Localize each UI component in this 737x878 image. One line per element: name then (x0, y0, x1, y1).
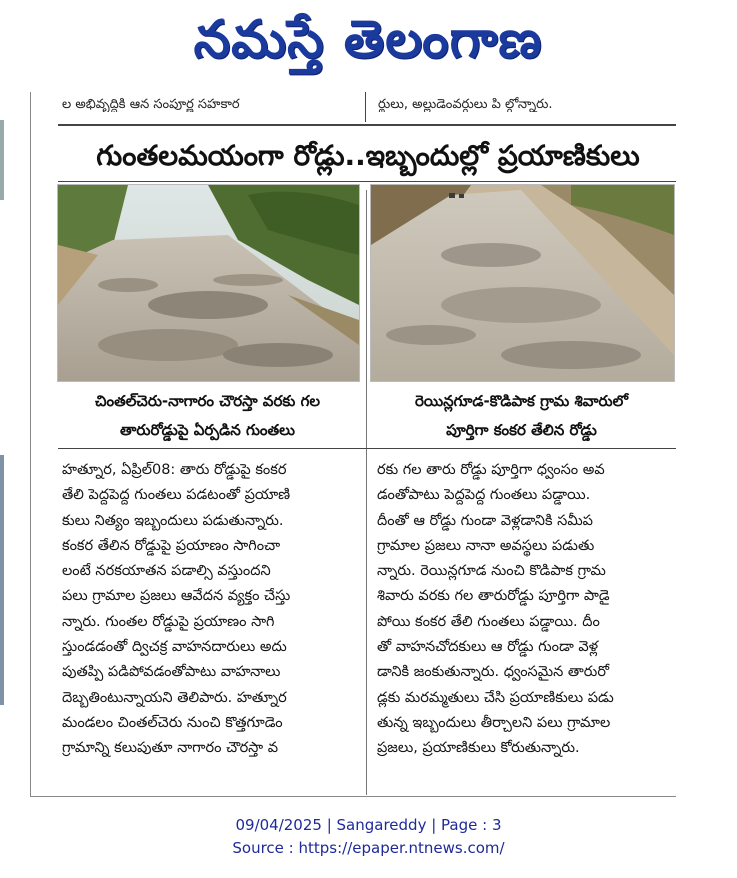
body-line: తున్న ఇబ్బందులు తీర్చాలని పలు గ్రామాల (377, 714, 611, 731)
body-line: తో వాహనచోదకులు ఆ రోడ్డు గుండా వెళ్ల (377, 639, 599, 656)
column-divider-upper (365, 92, 366, 122)
headline-rule (58, 181, 676, 182)
masthead (0, 0, 737, 92)
body-line: పలు గ్రామాల ప్రజలు ఆవేదన వ్యక్తం చేస్తు (62, 588, 291, 605)
column-divider (366, 190, 367, 795)
body-line: గ్రామాల ప్రజలు నానా అవస్థలు పడుతు (377, 537, 595, 554)
photo-damaged-road-right (370, 184, 675, 382)
bottom-rule (30, 796, 676, 797)
body-line: న్నారు. రెయిన్లగూడ నుంచి కొడిపాక గ్రామ (377, 563, 606, 580)
body-line: న్నారు. గుంతల రోడ్డుపై ప్రయాణం సాగి (62, 613, 275, 630)
photo-damaged-road-left (57, 184, 360, 382)
body-line: దీంతో ఆ రోడ్డు గుండా వెళ్లడానికి సమీప (377, 512, 593, 529)
caption-line: చింతల్‌చెరు-నాగారం చౌరస్తా వరకు గల (95, 392, 320, 410)
article-body-right (377, 458, 675, 762)
footer-source: Source : https://epaper.ntnews.com/ (232, 839, 505, 857)
article-headline: గుంతలమయంగా రోడ్లు..ఇబ్బందుల్లో ప్రయాణికులు (96, 139, 640, 172)
body-line: ప్రజలు, ప్రయాణికులు కోరుతున్నారు. (377, 740, 580, 757)
road-photo-illustration-right (371, 185, 674, 381)
body-line: కులు నిత్యం ఇబ్బందులు పడుతున్నారు. (62, 512, 284, 529)
article-body-left (62, 458, 362, 762)
body-line: మండలం చింతల్‌చెరు నుంచి కొత్తగూడెం (62, 714, 283, 731)
body-line: పుతప్పి పడిపోవడంతోపాటు వాహనాలు (62, 664, 281, 681)
adjacent-page-edge (0, 455, 4, 705)
caption-line: పూర్తిగా కంకర తేలిన రోడ్డు (446, 421, 597, 439)
body-line: దెబ్బతింటున్నాయని తెలిపారు. హత్నూర (62, 689, 287, 706)
body-line: స్తుండడంతో ద్విచక్ర వాహనదారులు అదు (62, 639, 287, 656)
body-line: రకు గల తారు రోడ్డు పూర్తిగా ధ్వంసం అవ (377, 462, 605, 478)
caption-right (370, 389, 673, 443)
body-line: పోయి కంకర తేలి గుంతలు పడ్డాయి. దీం (377, 613, 600, 630)
caption-line: రెయిన్లగూడ-కొడిపాక గ్రామ శివారులో (414, 392, 629, 410)
body-line: డానికి జంకుతున్నారు. ధ్వంసమైన తారురో (377, 664, 609, 681)
body-line: శివారు వరకు గల తారురోడ్డు పూర్తిగా పాడై (377, 588, 610, 605)
body-line: డంతోపాటు పెద్దపెద్ద గుంతలు పడ్డాయి. (377, 487, 591, 504)
top-rule (58, 124, 676, 126)
left-column-rule (30, 92, 31, 797)
caption-rule (58, 448, 676, 449)
body-line: డ్లకు మరమ్మతులు చేసి ప్రయాణికులు పడు (377, 689, 614, 706)
clipped-text-right: ర్థులు, అల్లుడెంవర్గులు పి ల్గోన్నారు. (378, 97, 553, 112)
body-line: కంకర తేలిన రోడ్డుపై ప్రయాణం సాగించా (62, 537, 281, 554)
body-line: గ్రామాన్ని కలుపుతూ నాగారం చౌరస్తా వ (62, 740, 279, 757)
caption-left (57, 389, 358, 443)
body-line: లంటే నరకయాతన పడాల్సి వస్తుందని (62, 563, 271, 580)
footer-date-edition: 09/04/2025 | Sangareddy | Page : 3 (235, 816, 502, 834)
caption-line: తారురోడ్డుపై ఏర్పడిన గుంతలు (120, 421, 295, 439)
road-photo-illustration-left (58, 185, 359, 381)
body-line: హత్నూర, ఏప్రిల్08: తారు రోడ్డుపై కంకర (62, 462, 287, 478)
body-line: తేలి పెద్దపెద్ద గుంతలు పడటంతో ప్రయాణి (62, 487, 291, 504)
newspaper-logo: నమస్తే తెలంగాణ (193, 10, 543, 70)
clipped-text-left: ల అభివృద్ధికి ఆన సంపూర్ణ సహకార (62, 97, 240, 112)
adjacent-page-edge (0, 120, 4, 200)
